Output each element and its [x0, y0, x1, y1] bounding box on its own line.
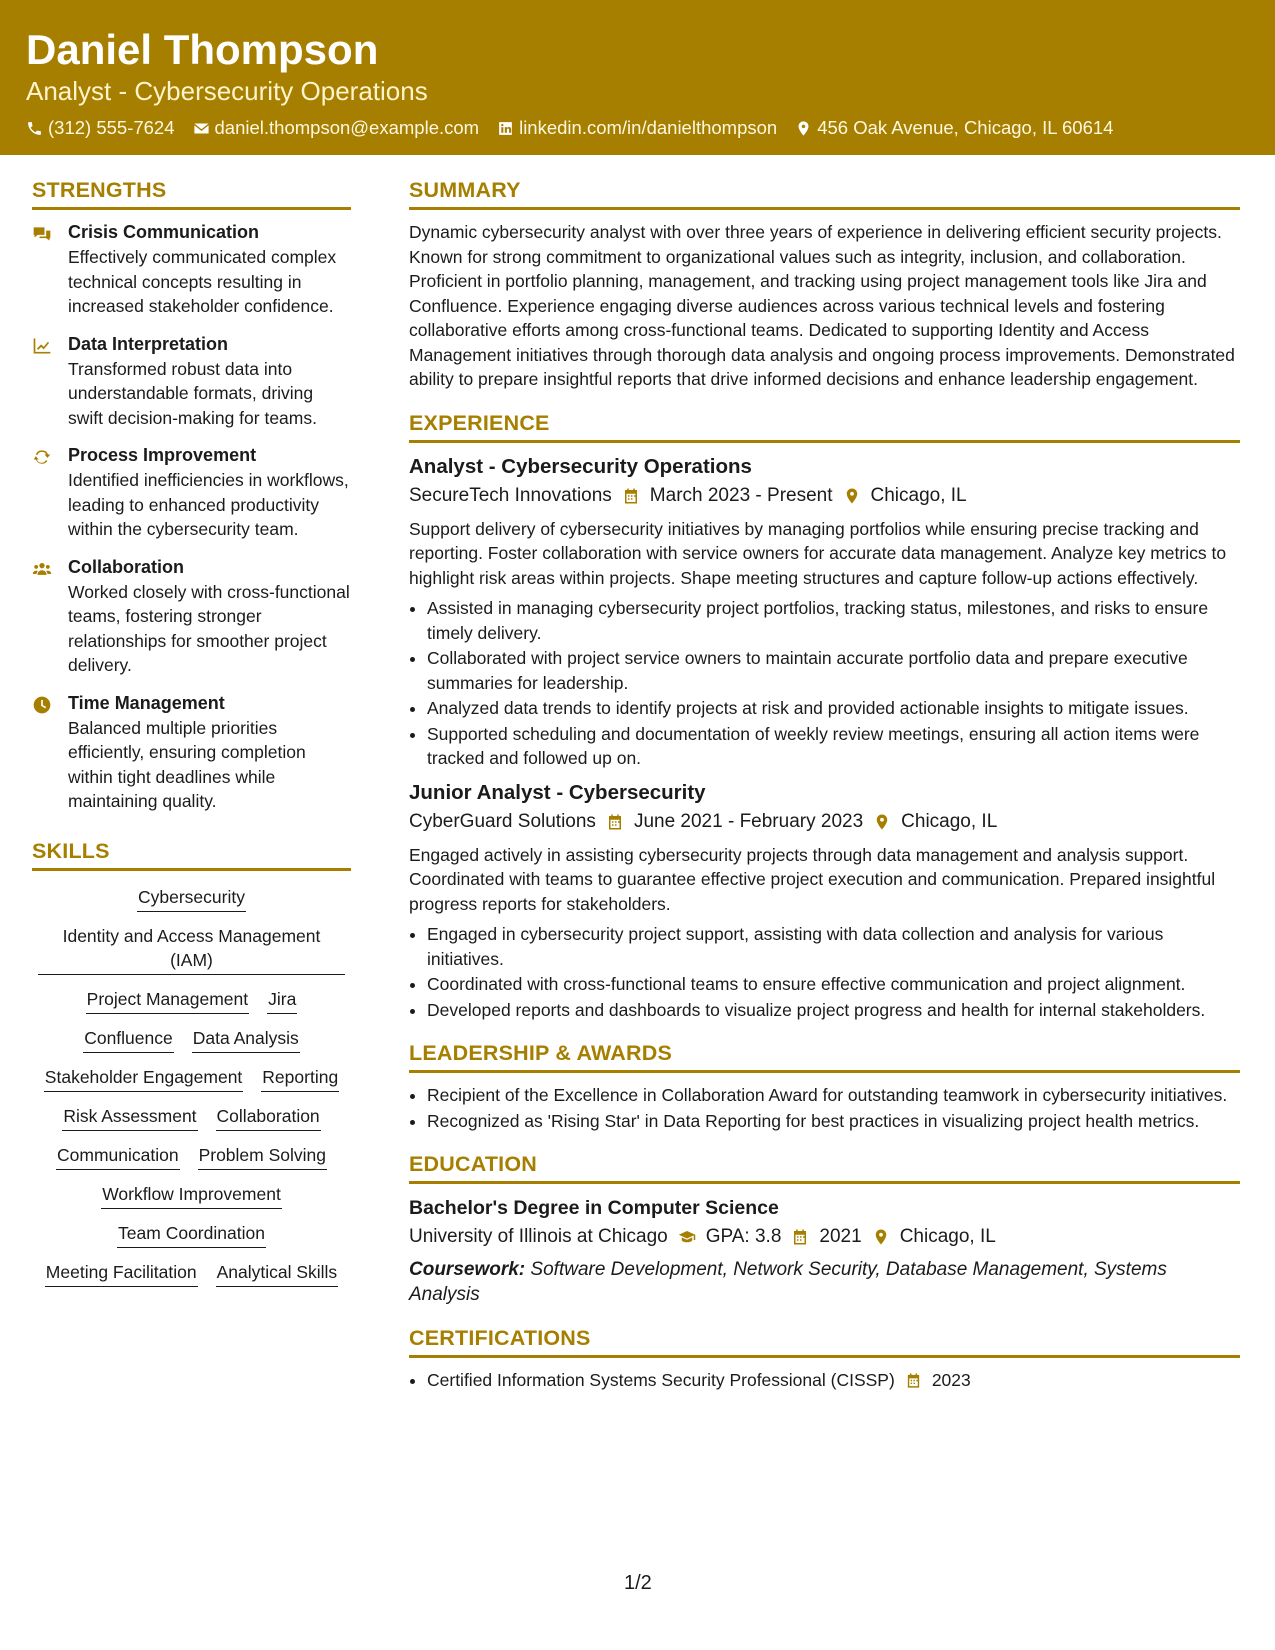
- skills-list: [32, 881, 351, 1287]
- experience-heading: EXPERIENCE: [409, 408, 1240, 443]
- job-location: Chicago, IL: [870, 484, 967, 506]
- job-dates: June 2021 - February 2023: [633, 810, 864, 832]
- contact-email[interactable]: [193, 114, 480, 142]
- school-location: Chicago, IL: [899, 1226, 996, 1247]
- list-item: • Analyzed data trends to identify projects at risk and provided actionable insights to mitigate issues.: [427, 696, 1240, 721]
- list-item: • Supported scheduling and documentation of weekly review meetings, ensuring all action items were tracked and followed up on.: [427, 722, 1240, 771]
- contact-bar: [26, 114, 1113, 142]
- list-item: • Coordinated with cross-functional teams to ensure effective communication and project alignment.: [427, 972, 1240, 997]
- job-description: Support delivery of cybersecurity initiatives by managing portfolios while ensuring precise tracking and reporting. Foster collaboration with service owners for accurate data management. Analyze key metrics to highlight risk areas within projects. Shape meeting structures and capture follow-up actions effectively.: [409, 518, 1227, 588]
- gpa: GPA: 3.8: [705, 1226, 782, 1247]
- comments-icon: [32, 224, 52, 244]
- degree-title: Bachelor's Degree in Computer Science: [409, 1197, 779, 1219]
- job-location: Chicago, IL: [901, 810, 998, 832]
- strength-desc: Identified inefficiencies in workflows, leading to enhanced productivity within the cybersecurity team.: [68, 470, 349, 539]
- job-entry: [409, 453, 1240, 771]
- certification-year: 2023: [931, 1370, 971, 1390]
- skills-heading: SKILLS: [32, 836, 351, 871]
- phone-icon: [26, 120, 43, 137]
- map-marker-icon: [873, 813, 891, 831]
- coursework-list: Software Development, Network Security, Database Management, Systems Analysis: [409, 1259, 1167, 1305]
- skill-tag: Cybersecurity: [137, 885, 246, 912]
- strength-title: Crisis Communication: [68, 222, 260, 242]
- skill-tag: Stakeholder Engagement: [44, 1065, 244, 1092]
- leadership-list: [409, 1083, 1240, 1133]
- contact-linkedin[interactable]: [497, 114, 777, 142]
- contact-phone: [26, 114, 175, 142]
- strength-title: Process Improvement: [68, 445, 257, 465]
- left-column: [32, 175, 351, 1287]
- job-company: SecureTech Innovations: [409, 484, 612, 506]
- coursework-label: Coursework:: [409, 1259, 526, 1280]
- list-item: • Assisted in managing cybersecurity project portfolios, tracking status, milestones, and risks to ensure timely delivery.: [427, 596, 1240, 645]
- envelope-icon: [193, 120, 210, 137]
- resume-header: [0, 0, 1275, 155]
- strength-item: [32, 443, 351, 542]
- clock-icon: [32, 695, 52, 715]
- calendar-icon: [791, 1228, 809, 1246]
- calendar-icon: [905, 1372, 922, 1389]
- skill-tag: Collaboration: [216, 1104, 321, 1131]
- users-icon: [32, 559, 52, 579]
- skill-tag: Communication: [56, 1143, 180, 1170]
- skill-tag: Jira: [267, 987, 297, 1014]
- skill-tag: Workflow Improvement: [101, 1182, 282, 1209]
- calendar-icon: [622, 487, 640, 505]
- graduation-year: 2021: [819, 1226, 862, 1247]
- job-meta: [409, 807, 1240, 837]
- job-entry: [409, 779, 1240, 1023]
- candidate-role: Analyst - Cybersecurity Operations: [26, 76, 428, 106]
- list-item: • Engaged in cybersecurity project support, assisting with data collection and analysis for various initiatives.: [427, 922, 1240, 971]
- job-description: Engaged actively in assisting cybersecurity projects through data management and analysis support. Coordinated with teams to guarantee effective project execution and communication. Prepared insightful progress reports for stakeholders.: [409, 844, 1216, 914]
- strength-desc: Balanced multiple priorities efficiently, ensuring completion within tight deadlines while maintaining quality.: [68, 717, 306, 811]
- chart-line-icon: [32, 336, 52, 356]
- certifications-heading: CERTIFICATIONS: [409, 1323, 1240, 1358]
- skill-tag: Analytical Skills: [216, 1260, 339, 1287]
- certifications-list: [409, 1368, 1240, 1393]
- job-dates: March 2023 - Present: [649, 484, 833, 506]
- map-marker-icon: [872, 1228, 890, 1246]
- skill-tag: Data Analysis: [192, 1026, 300, 1053]
- list-item: [427, 1368, 1240, 1393]
- strength-item: [32, 691, 351, 814]
- phone-text: (312) 555-7624: [48, 117, 175, 138]
- linkedin-icon: [497, 120, 514, 137]
- job-title: Junior Analyst - Cybersecurity: [409, 780, 706, 804]
- job-title: Analyst - Cybersecurity Operations: [409, 454, 752, 478]
- summary-text: Dynamic cybersecurity analyst with over three years of experience in delivering efficient security projects. Known for strong commitment to organizational values such as integrity, inclusion, and collaboration. Proficient in portfolio planning, management, and tracking using project management tools like Jira and Confluence. Experience engaging diverse audiences across various technical levels and fostering collaborative efforts among cross-functional teams. Dedicated to supporting Identity and Access Management initiatives through thorough data analysis and ongoing process improvements. Demonstrated ability to prepare insightful reports that drive informed decisions and enhance leadership engagement.: [409, 222, 1235, 389]
- skill-tag: Reporting: [261, 1065, 339, 1092]
- skill-tag: Identity and Access Management (IAM): [38, 924, 345, 975]
- skill-tag: Problem Solving: [198, 1143, 327, 1170]
- job-company: CyberGuard Solutions: [409, 810, 596, 832]
- strength-item: [32, 332, 351, 431]
- map-marker-icon: [795, 120, 812, 137]
- address-text: 456 Oak Avenue, Chicago, IL 60614: [817, 117, 1114, 138]
- skill-tag: Meeting Facilitation: [45, 1260, 198, 1287]
- sync-icon: [32, 447, 52, 467]
- strength-desc: Worked closely with cross-functional teams, fostering stronger relationships for smoother project delivery.: [68, 581, 350, 675]
- map-marker-icon: [843, 487, 861, 505]
- coursework: [409, 1258, 1240, 1307]
- contact-address: [795, 114, 1113, 142]
- linkedin-text[interactable]: linkedin.com/in/danielthompson: [519, 117, 778, 138]
- email-text[interactable]: daniel.thompson@example.com: [214, 117, 480, 138]
- strength-title: Time Management: [68, 692, 225, 713]
- leadership-heading: LEADERSHIP & AWARDS: [409, 1038, 1240, 1073]
- graduation-cap-icon: [678, 1228, 696, 1246]
- certification-name: • Certified Information Systems Security Professional (CISSP): [427, 1370, 895, 1390]
- list-item: • Recipient of the Excellence in Collaboration Award for outstanding teamwork in cybersecurity initiatives.: [427, 1083, 1240, 1108]
- education-meta: [409, 1222, 1240, 1252]
- strength-desc: Transformed robust data into understandable formats, driving swift decision-making for teams.: [68, 358, 317, 428]
- calendar-icon: [606, 813, 624, 831]
- school-name: University of Illinois at Chicago: [409, 1226, 668, 1247]
- job-bullets: [409, 596, 1240, 771]
- candidate-name: Daniel Thompson: [26, 26, 379, 73]
- strength-item: [32, 555, 351, 678]
- skill-tag: Team Coordination: [117, 1221, 266, 1248]
- strength-item: [32, 220, 351, 319]
- page-number: 1/2: [624, 1572, 652, 1594]
- list-item: • Collaborated with project service owners to maintain accurate portfolio data and prepare executive summaries for leadership.: [427, 646, 1240, 695]
- strength-title: Collaboration: [68, 556, 184, 577]
- list-item: • Recognized as 'Rising Star' in Data Reporting for best practices in visualizing project health metrics.: [427, 1109, 1240, 1134]
- job-meta: [409, 481, 1240, 511]
- right-column: [409, 175, 1240, 1401]
- summary-heading: SUMMARY: [409, 175, 1240, 210]
- job-bullets: [409, 922, 1240, 1022]
- list-item: • Developed reports and dashboards to visualize project progress and health for internal stakeholders.: [427, 998, 1240, 1023]
- education-heading: EDUCATION: [409, 1149, 1240, 1184]
- strengths-heading: STRENGTHS: [32, 175, 351, 210]
- strength-title: Data Interpretation: [68, 333, 229, 354]
- strength-desc: Effectively communicated complex technical concepts resulting in increased stakeholder confidence.: [68, 247, 337, 316]
- skill-tag: Confluence: [83, 1026, 174, 1053]
- skill-tag: Risk Assessment: [62, 1104, 197, 1131]
- skill-tag: Project Management: [86, 987, 249, 1014]
